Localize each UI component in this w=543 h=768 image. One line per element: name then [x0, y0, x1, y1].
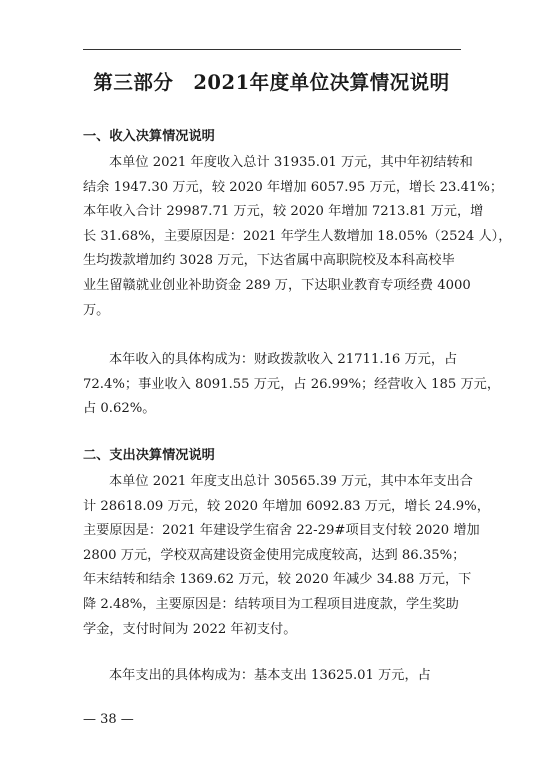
paragraph-line: 占 0.62%。 [83, 401, 156, 417]
paragraph-line: 2800 万元，学校双高建设资金使用完成度较高，达到 86.35%； [83, 547, 466, 563]
paragraph-line: 本单位 2021 年度支出总计 30565.39 万元，其中本年支出合 [109, 474, 473, 489]
section-heading-expenditure: 二、支出决算情况说明 [83, 448, 215, 463]
paragraph-line: 降 2.48%，主要原因是：结转项目为工程项目进度款，学生奖助 [83, 596, 459, 612]
paragraph-income-composition [83, 348, 501, 422]
paragraph-line: 年末结转和结余 1369.62 万元，较 2020 年减少 34.88 万元，下 [83, 572, 472, 588]
paragraph-line: 万。 [83, 302, 110, 318]
paragraph-line: 72.4%；事业收入 8091.55 万元，占 26.99%；经营收入 185 万元， [83, 376, 501, 392]
paragraph-line: 长 31.68%，主要原因是：2021 年学生人数增加 18.05%（2524 人）， [83, 228, 512, 244]
section-heading-income: 一、收入决算情况说明 [83, 129, 215, 144]
paragraph-income-summary [83, 151, 512, 323]
paragraph-line: 本年收入的具体构成为：财政拨款收入 21711.16 万元，占 [109, 352, 458, 367]
paragraph-line: 本年支出的具体构成为：基本支出 13625.01 万元，占 [109, 668, 431, 683]
header-rule [83, 49, 461, 50]
paragraph-line: 学金，支付时间为 2022 年初支付。 [83, 621, 297, 637]
paragraph-line: 本单位 2021 年度收入总计 31935.01 万元，其中年初结转和 [109, 155, 473, 170]
paragraph-expenditure-composition [83, 664, 461, 689]
paragraph-line: 计 28618.09 万元，较 2020 年增加 6092.83 万元，增长 24.9%， [83, 498, 490, 514]
paragraph-line: 结余 1947.30 万元，较 2020 年增加 6057.95 万元，增长 23.41%； [83, 179, 504, 195]
page-number: — 38 — [83, 712, 134, 727]
page-title: 第三部分 2021年度单位决算情况说明 [93, 71, 450, 94]
paragraph-line: 本年收入合计 29987.71 万元，较 2020 年增加 7213.81 万元，增 [83, 204, 484, 220]
paragraph-line: 主要原因是：2021 年建设学生宿舍 22-29#项目支付较 2020 增加 [83, 523, 480, 539]
paragraph-expenditure-summary [83, 470, 490, 642]
paragraph-line: 业生留赣就业创业补助资金 289 万，下达职业教育专项经费 4000 [83, 277, 471, 293]
paragraph-line: 生均拨款增加约 3028 万元，下达省属中高职院校及本科高校毕 [83, 253, 455, 269]
